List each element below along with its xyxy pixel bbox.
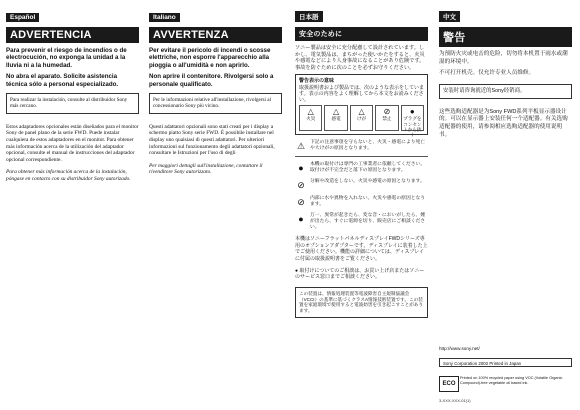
wrench-icon: ● bbox=[298, 163, 304, 174]
warning-fire-text: Per evitare il pericolo di incendi o scosse elettriche, non esporre l'apparecchio alla pioggia o all'umidità e non aprirlo. bbox=[149, 47, 271, 69]
sony-website-link[interactable]: http://www.sony.net/ bbox=[439, 346, 480, 351]
sign-prohibit bbox=[375, 105, 398, 131]
japanese-column bbox=[295, 6, 428, 404]
sign-prohibit-label: 禁止 bbox=[382, 116, 392, 122]
warning-fire-text: Para prevenir el riesgo de incendios o de electrocución, no exponga la unidad a la lluvia ni a la humedad. bbox=[6, 47, 127, 69]
body-paragraph: 本機はソニーフラットパネルディスプレイFWDシリーズ専用のオプションアダプターです。ディスプレイに装着した上でご使用ください。機能の詳細については、ディスプレイに付属の取扱説明書をご覧ください。 bbox=[295, 236, 428, 262]
language-tab-chinese: 中文 bbox=[439, 11, 460, 22]
safety-item bbox=[295, 196, 428, 208]
sign-unplug bbox=[401, 105, 424, 138]
recycle-notice: Printed on 100% recycled paper using VOC (Volatile Organic Compound)-free vegetable oil based ink. bbox=[460, 376, 563, 385]
safety-item-text: 本機の取付けは専門の工事業者に依頼してください。取付けが不完全だと落下の原因となります。 bbox=[310, 162, 426, 174]
electric-shock-icon: △ bbox=[333, 107, 340, 117]
italic-note: Per maggiori dettagli sull'installazione, contattare il rivenditore Sony autorizzato. bbox=[149, 162, 263, 176]
warning-fire-text: 为预防火灾或电击的危险，切勿将本机置于雨水或潮湿的环境中。 bbox=[439, 51, 568, 65]
warning-banner-chinese: 警告 bbox=[439, 27, 572, 47]
italic-note: Para obtener más información acerca de la instalación, póngase en contacto con su distribuidor Sony autorizado. bbox=[6, 169, 131, 182]
no-water-icon: ⊘ bbox=[297, 197, 305, 208]
warning-banner-spanish: ADVERTENCIA bbox=[6, 27, 139, 43]
sign-shock bbox=[324, 105, 347, 131]
eco-logo-icon: ECO bbox=[439, 376, 459, 392]
warning-sign-row bbox=[299, 105, 424, 138]
vcci-notice-box: この装置は、情報処理装置等電波障害自主規制協議会（VCCI）の基準に基づくクラスA情報技術装置です。この装置を家庭環境で使用すると電波妨害を引き起こすことがあります。 bbox=[295, 287, 428, 318]
warning-open-text: 不可打开机壳。仅允许专业人员维修。 bbox=[439, 70, 535, 77]
warning-triangle-icon: ⚠ bbox=[296, 141, 306, 152]
spanish-column bbox=[6, 6, 139, 404]
warning-symbols-title: 警告表示の意味 bbox=[299, 78, 335, 85]
safety-item-text: 分解や改造をしない。火災や感電の原因となります。 bbox=[310, 179, 425, 185]
warning-banner-italian: AVVERTENZA bbox=[149, 27, 282, 43]
sign-injury bbox=[350, 105, 373, 131]
safety-banner-japanese: 安全のために bbox=[295, 27, 428, 41]
body-paragraph: 这些选购适配器是为Sony FWD系列平板显示器设计的。可以在显示器上安装任何一个适配器。有关选购适配器的使用，请参阅相应选购适配器的使用说明书。 bbox=[439, 108, 568, 138]
language-tab-italian: Italiano bbox=[149, 13, 180, 22]
copyright-bar: Sony Corporation 2002 Printed in Japan bbox=[439, 358, 572, 367]
sign-shock-label: 感電 bbox=[331, 116, 341, 122]
safety-item bbox=[295, 179, 428, 191]
body-paragraph: Questi adattatori opzionali sono stati creati per i display a schermo piatto Sony serie FWD. È possibile installare nel display uno qualsiasi di questi adattatori. Per ulteriori informazioni sul funzionamento degli adattatori opzionali, consultare le Istruzioni per l'uso di degli bbox=[149, 123, 275, 157]
divider bbox=[295, 156, 428, 157]
no-disassembly-icon: ⊘ bbox=[297, 180, 305, 191]
sign-fire bbox=[299, 105, 322, 131]
installation-note-box: Para realizar la instalación, consulte al distribuidor Sony más cercano. bbox=[6, 93, 139, 114]
language-tab-japanese: 日本語 bbox=[295, 11, 323, 22]
installation-note-box: 安装时请咨询就近的Sony经销商。 bbox=[439, 84, 572, 99]
warning-open-text: Non aprire il contenitore. Rivolgersi solo a personale qualificato. bbox=[149, 73, 274, 88]
safety-item bbox=[295, 213, 428, 231]
italian-column bbox=[149, 6, 282, 404]
prohibit-icon: ⊘ bbox=[383, 107, 391, 117]
safety-item bbox=[295, 140, 428, 152]
installation-note: ● 取付けについてのご相談は、お買い上げ店またはソニーのサービス窓口までご相談ください。 bbox=[295, 267, 425, 281]
safety-item-text: 内部に水や異物を入れない。火災や感電の原因となります。 bbox=[310, 196, 426, 208]
injury-icon: △ bbox=[358, 107, 365, 117]
fire-icon: △ bbox=[307, 107, 314, 117]
safety-item bbox=[295, 162, 428, 174]
body-paragraph: Estos adaptadores opcionales están diseñados para el monitor Sony de panel plano de la serie FWD. Puede instalar cualquiera de estos adaptadores en el monitor. Para obtener más información acerca de la utilización del adaptador opcional, consulte el manual de instrucciones del adaptador opcional correspondiente. bbox=[6, 123, 139, 163]
power-off-icon: ● bbox=[298, 214, 304, 225]
safety-item-text: 万一、異常が起きたら、変な音・においがしたら、煙が出たら、すぐに電源を切り、販売店にご相談ください。 bbox=[310, 213, 426, 231]
sign-injury-label: けが bbox=[356, 116, 367, 122]
unplug-icon: ● bbox=[409, 107, 415, 117]
chinese-column bbox=[439, 6, 572, 404]
model-number: 3-XXX-XXX-01(1) bbox=[439, 398, 471, 403]
sign-fire-label: 火災 bbox=[306, 116, 316, 122]
safety-intro: ソニー製品は安全に充分配慮して設計されています。しかし、電気製品は、まちがった使いかたをすると、火災や感電などにより人身事故になることがあり危険です。事故を防ぐために次のことを必ずお守りください。 bbox=[295, 45, 425, 71]
safety-item-text: 下記の注意事項を守らないと、火災・感電により死亡や大けがの原因となります。 bbox=[310, 140, 426, 152]
warning-open-text: No abra el aparato. Solicite asistencia técnica sólo a personal especializado. bbox=[6, 73, 119, 88]
language-tab-spanish: Español bbox=[6, 13, 39, 22]
installation-note-box: Per le informazioni relative all'installazione, rivolgersi al concessionario Sony più vicino. bbox=[149, 93, 282, 114]
warning-symbols-box bbox=[295, 74, 428, 138]
warning-symbols-text: 取扱説明書および製品では、次のような表示をしています。表示の内容をよく理解してから本文をお読みください。 bbox=[299, 84, 425, 103]
sign-unplug-label: プラグをコンセントから抜く bbox=[403, 116, 422, 138]
